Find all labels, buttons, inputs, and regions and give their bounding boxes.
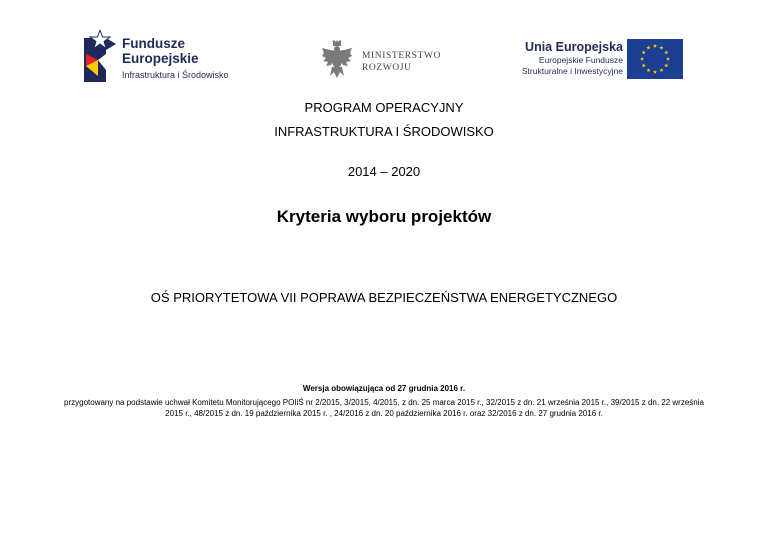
logo-bar: [0, 0, 768, 100]
polish-eagle-icon: [320, 40, 354, 80]
program-line2: INFRASTRUKTURA I ŚRODOWISKO: [274, 124, 494, 139]
fundusze-europejskie-logo: [84, 30, 244, 86]
fundusze-line3: Infrastruktura i Środowisko: [122, 70, 229, 80]
eu-flag-icon: [627, 39, 683, 79]
program-line1: PROGRAM OPERACYJNY: [304, 100, 464, 115]
program-years: 2014 – 2020: [347, 164, 421, 179]
ministerstwo-line1: MINISTERSTWO: [362, 51, 441, 61]
unia-sub2: Strukturalne i Inwestycyjne: [521, 66, 623, 76]
unia-title: Unia Europejska: [525, 40, 623, 54]
unia-europejska-logo: [505, 38, 683, 82]
fundusze-europejskie-star-icon: [84, 30, 116, 82]
fundusze-line1: Fundusze: [122, 36, 185, 51]
unia-sub1: Europejskie Fundusze: [538, 55, 623, 65]
ministerstwo-line2: ROZWOJU: [362, 63, 412, 73]
fundusze-line2: Europejskie: [122, 51, 199, 66]
priority-axis: OŚ PRIORYTETOWA VII POPRAWA BEZPIECZEŃSTWA ENERGETYCZNEGO: [150, 290, 618, 305]
ministerstwo-rozwoju-logo: [320, 40, 440, 82]
document-title: Kryteria wyboru projektów: [276, 207, 492, 226]
basis-note: przygotowany na podstawie uchwał Komitetu Monitorującego POIiŚ nr 2/2015, 3/2015, 4/2015, z dn. 25 marca 2015 r., 32/2015 z dn. 21 września 2015 r., 39/2015 z dn. 22 września 2015 r., 48/2015 z dn. 19 października 2015 r. , 24/2016 z dn. 20 października 2016 r. oraz 32/2016 z dn. 27 grudnia 2016 r.: [64, 398, 704, 418]
version-note: Wersja obowiązująca od 27 grudnia 2016 r.: [302, 384, 466, 393]
